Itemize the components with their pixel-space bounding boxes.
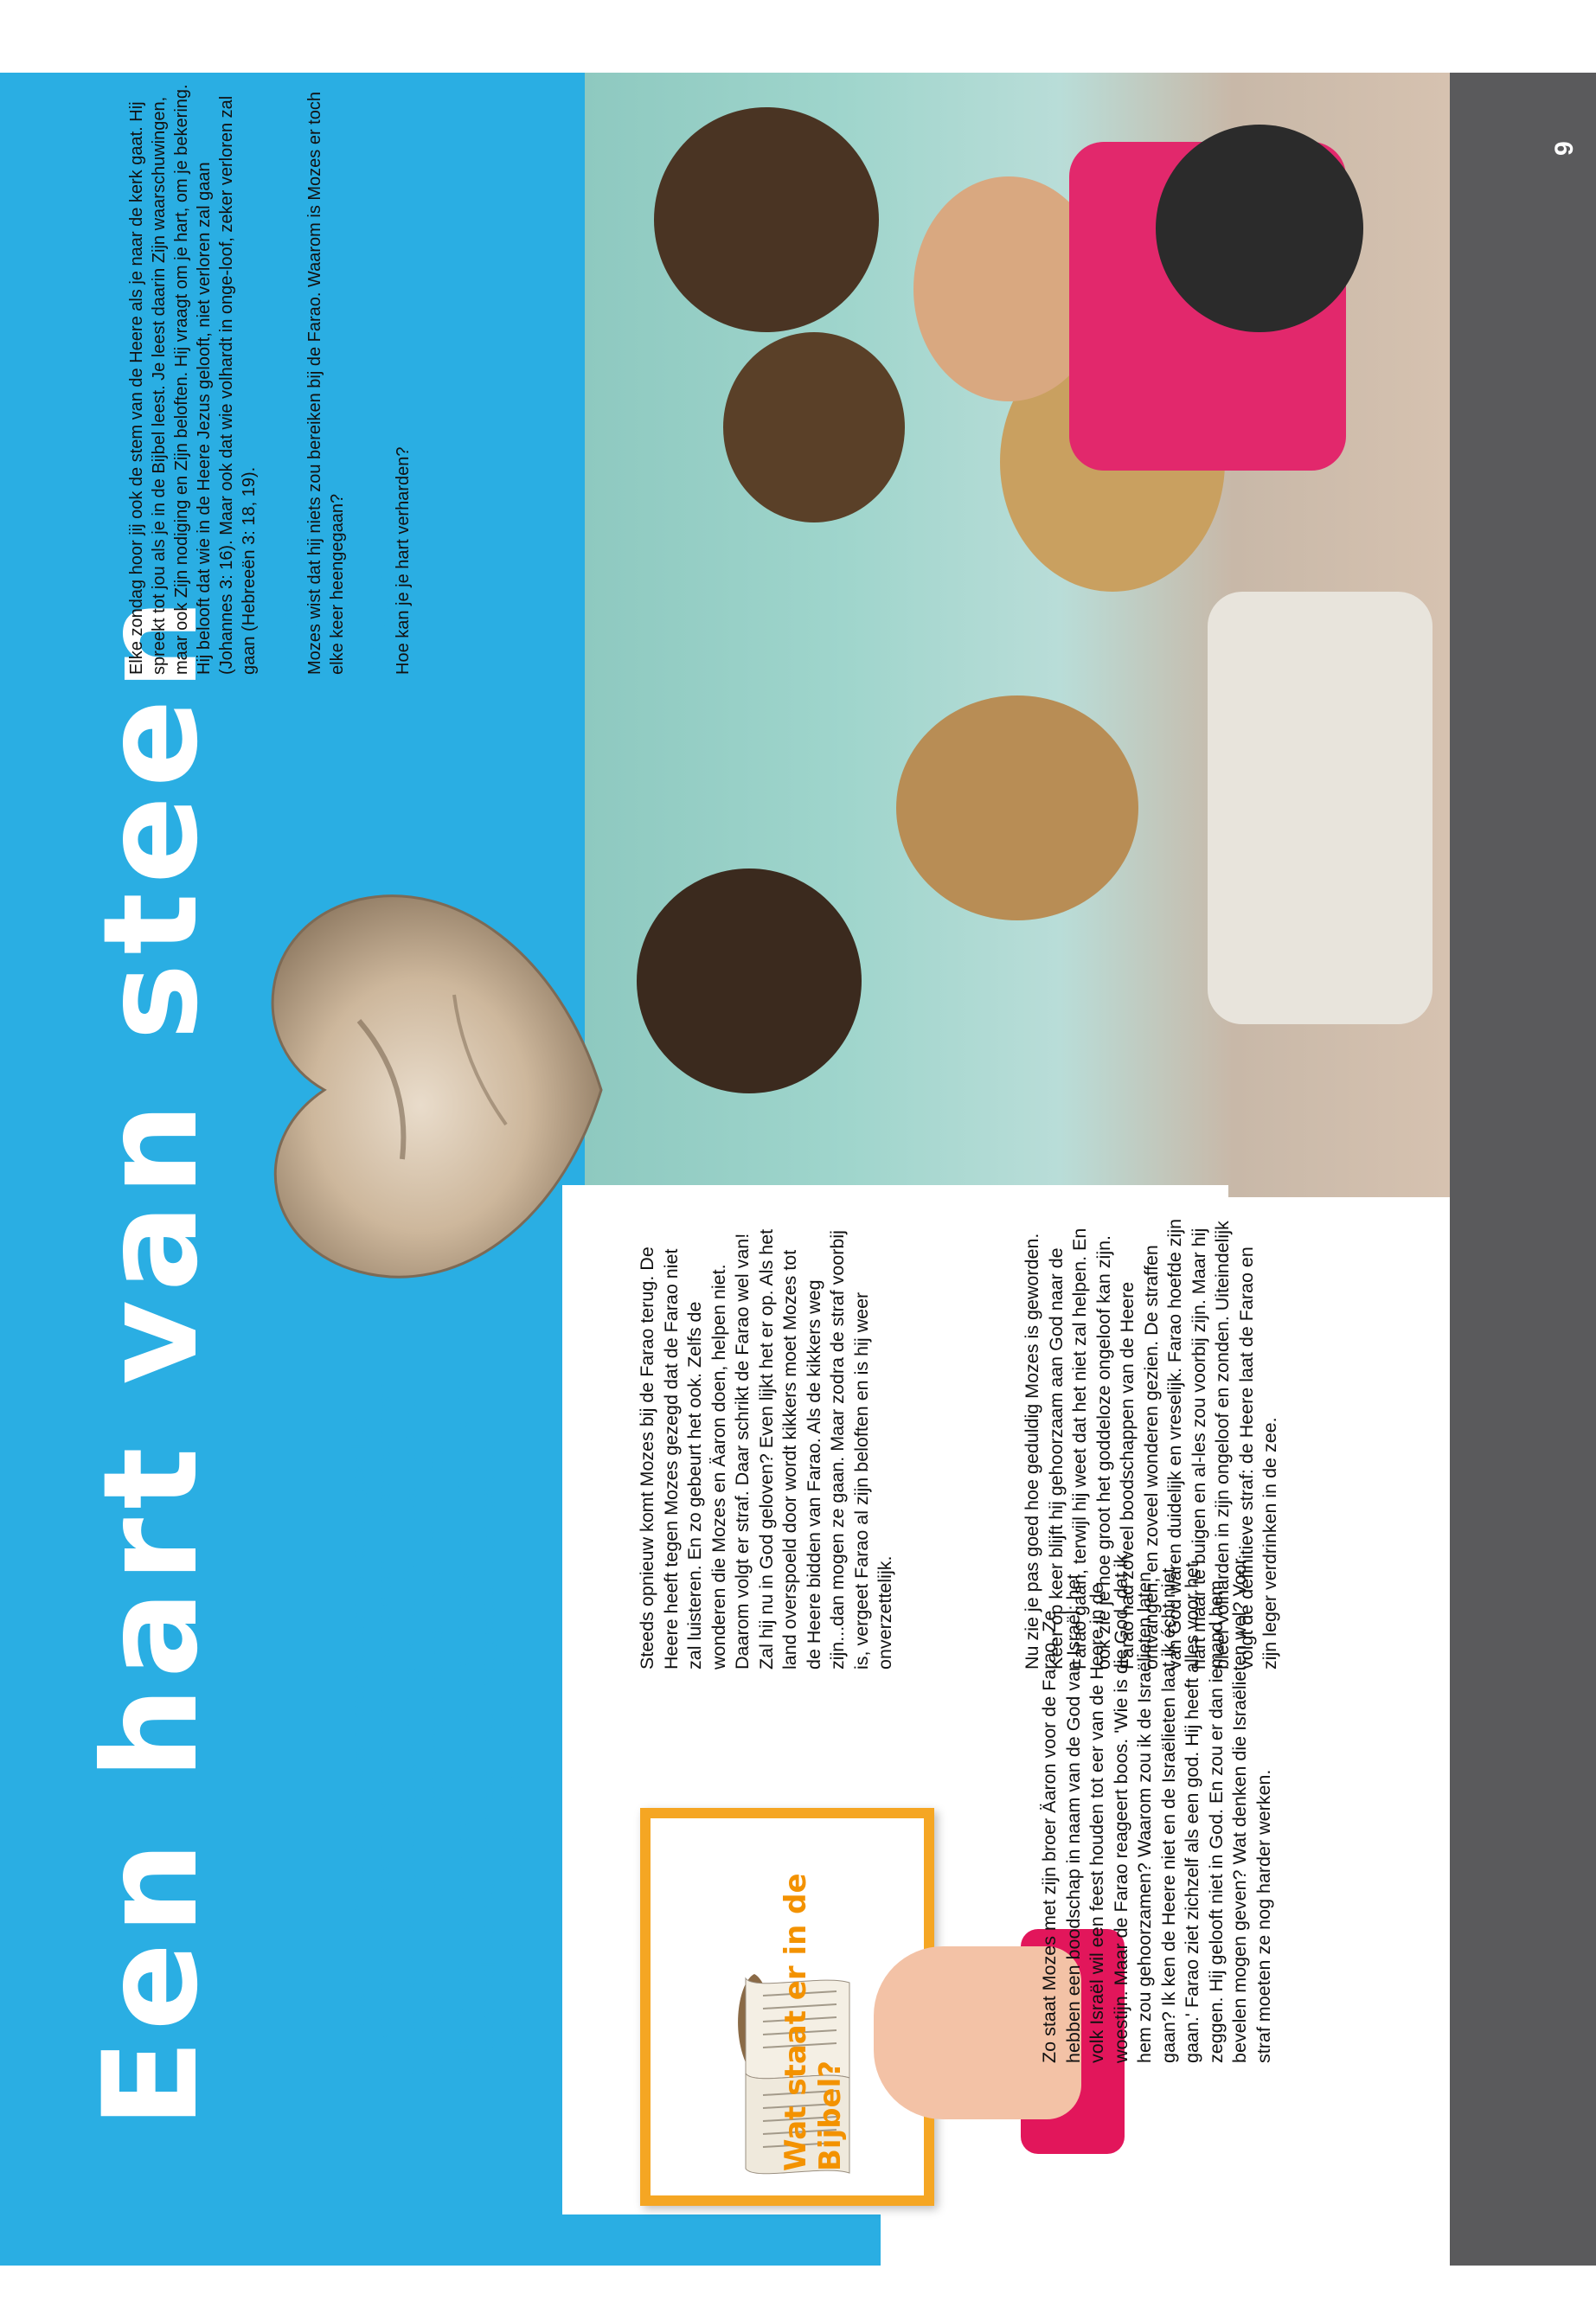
question-2-heading: Vraag 2: [363, 568, 392, 675]
info-box: [125, 78, 414, 675]
body-paragraph-1: Zo staat Mozes met zijn broer Äaron voor de Farao. Ze hebben een boodschap in naam van de God van Israël: het volk Israël wil een feest houden tot eer van de Heere in de woestijn. Maar de Farao reageert boos. 'Wie is die God, dat ik hem zou gehoorzamen? Waarom zou ik de Israëlieten laten gaan? Ik ken de Heere niet en de Israëlieten laat ik écht niet gaan.' Farao ziet zichzelf als een god. Hij heeft alles voor het zeggen. Hij gelooft niet in God. En zou er dan iemand hem bevelen mogen geven? Wat denken die Israëlieten wel? Voor straf moeten ze nog harder werken.: [1039, 1554, 1274, 2063]
question-1-text: Mozes wist dat hij niets zou bereiken bij de Farao. Waarom is Mozes er toch elke keer heengegaan?: [305, 92, 347, 675]
body-paragraph-3: Nu zie je pas goed hoe geduldig Mozes is geworden. Keer op keer blijft hij gehoorzaam aan God naar de Farao gaan, terwijl hij weet dat het niet zal helpen. En ook zie je hoe groot het goddeloze ongeloof kan zijn. Farao had zoveel boodschappen van de Heere ontvangen, en zoveel wonderen gezien. De straffen van God waren duidelijk en vreselijk. Farao hoefde zijn hart maar te buigen en al-les zou voorbij zijn. Maar hij bleef volharden in zijn ongeloof en zonden. Uiteindelijk volgt de definitieve straf: de Heere laat de Farao en zijn leger verdrinken in de zee.: [1022, 1218, 1280, 1670]
body-paragraph-2: Steeds opnieuw komt Mozes bij de Farao terug. De Heere heeft tegen Mozes gezegd dat de Farao niet zal luisteren. En zo gebeurt het ook. Zelfs de wonderen die Mozes en Äaron doen, helpen niet. Daarom volgt er straf. Daar schrikt de Farao wel van! Zal hij nu in God geloven? Even lijkt het er op. Als het land overspoeld door wordt kikkers moet Mozes tot de Heere bidden van Farao. Als de kikkers weg zijn...dan mogen ze gaan. Maar zodra de straf voorbij is, vergeet Farao al zijn beloften en is hij weer onverzettelijk.: [637, 1228, 895, 1670]
question-1-heading: Vraag 1: [275, 568, 304, 675]
page-number-left: 8: [1550, 2269, 1579, 2284]
card-heading: Wat staat er in de Bijbel?: [779, 1873, 848, 2171]
info-box-text: Elke zondag hoor jij ook de stem van de Heere als je naar de kerk gaat. Hij spreekt tot jou als je in de Bijbel leest. Je leest daarin Zijn waarschuwingen, maar ook Zijn nodiging en Zijn beloften. Hij vraagt om je hart, om je bekering. Hij belooft dat wie in de Heere Jezus gelooft, niet verloren zal gaan (Johannes 3: 16). Maar ook dat wie volhardt in onge-loof, zeker verloren zal gaan (Hebreeën 3: 18, 19).: [127, 84, 259, 675]
page-number-right: 9: [1550, 141, 1579, 156]
youth-reading-photo: [585, 73, 1450, 1197]
question-2-text: Hoe kan je je hart verharden?: [394, 446, 413, 675]
heart-stone-image: [203, 865, 636, 1298]
intro-paragraph: Het is jaarmarkt. In heel de stad staan kraampjes en is het een gezellige drukte. Eén van de kraampjes is een evangelisatiekraam. Er staan een paar vriendelijke vrijwilligers voor de kraam. 'Mag ik u een folder over de Bijbel aanbieden? En gelooft u in God?' lemand reageert boos. 'Of ik in God geloof? Mooi niet! Al dat godsdienstige gedoe brengt alleen maar narigheid. Ik bepaal zelf wel hoe ik mijn leven invul!' Met grote stappen loopt de persoon verder. Wat een aangrijpende reactie!: [348, 1373, 525, 2076]
article-title: Een hart van steen: [76, 589, 227, 2128]
page-edge-bar: [1450, 73, 1596, 2266]
